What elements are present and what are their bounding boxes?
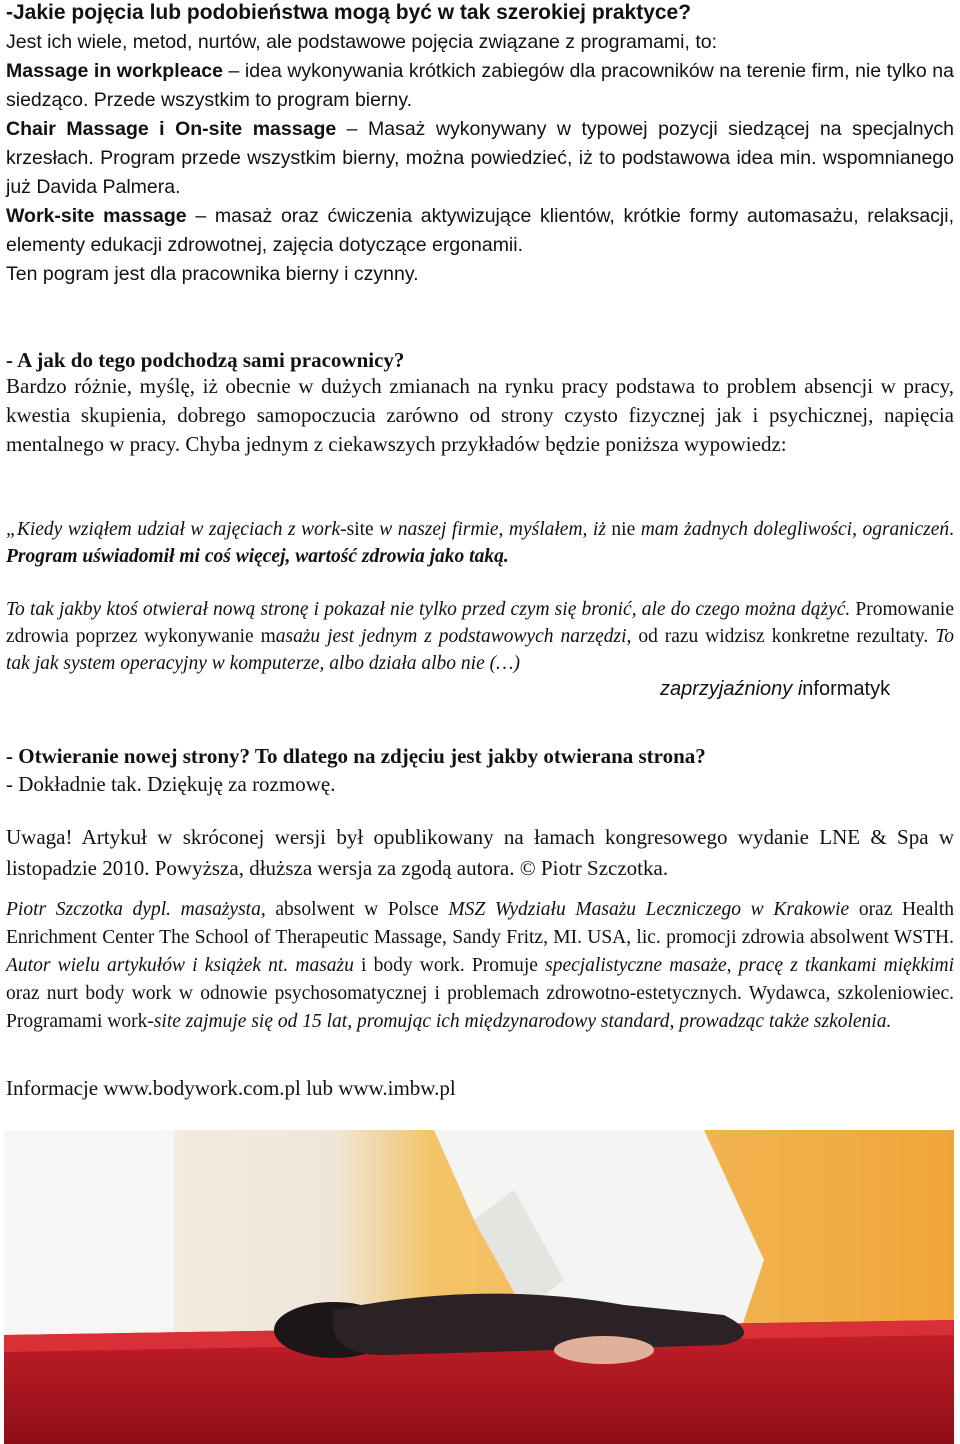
question-2: - A jak do tego podchodzą sami pracownicy? bbox=[6, 348, 405, 372]
definition-chair: Chair Massage i On-site massage – Masaż wykonywany w typowej pozycji siedzącej na specjalnych krzesłach. Program przede wszystkim bierny, można powiedzieć, iż to podstawowa idea min. wspomnianego już Davida Palmera. bbox=[6, 118, 954, 198]
definitions-paragraph bbox=[6, 28, 954, 289]
contact-info: Informacje www.bodywork.com.pl lub www.imbw.pl bbox=[6, 1076, 456, 1100]
term-worksite: Work-site massage bbox=[6, 205, 187, 227]
definition-worksite: Work-site massage – masaż oraz ćwiczenia aktywizujące klientów, krótkie formy automasażu, relaksacji, elementy edukacji zdrowotnej, zajęcia dotyczące ergonamii. bbox=[6, 205, 954, 256]
definition-workplace: Massage in workpleace – idea wykonywania krótkich zabiegów dla pracowników na terenie firm, nie tylko na siedząco. Przede wszystkim to program bierny. bbox=[6, 60, 954, 111]
answer-3: - Dokładnie tak. Dziękuję za rozmowę. bbox=[6, 772, 336, 796]
massage-photo-illustration bbox=[4, 1130, 954, 1444]
term-chair: Chair Massage i On-site massage bbox=[6, 118, 337, 140]
quote-signature: zaprzyjaźniony informatyk bbox=[660, 678, 891, 700]
editorial-note: Uwaga! Artykuł w skróconej wersji był opublikowany na łamach kongresowego wydanie LNE & Spa w listopadzie 2010. Powyższa, dłuższa wersja za zgodą autora. © Piotr Szczotka. bbox=[6, 825, 954, 880]
employee-quote-continued: To tak jakby ktoś otwierał nową stronę i pokazał nie tylko przed czym się bronić, ale do czego można dążyć. Promowanie zdrowia poprzez wykonywanie masażu jest jednym z podstawowych narzędzi, od razu widzisz konkretne rezultaty. To tak jak system operacyjny w komputerze, albo działa albo nie (…) bbox=[6, 599, 954, 674]
author-bio: Piotr Szczotka dypl. masażysta, absolwent w Polsce MSZ Wydziału Masażu Leczniczego w Krakowie oraz Health Enrichment Center The School of Therapeutic Massage, Sandy Fritz, MI. USA, lic. promocji zdrowia absolwent WSTH. Autor wielu artykułów i książek nt. masażu i body work. Promuje specjalistyczne masaże, pracę z tkankami miękkimi oraz nurt body work w odnowie psychosomatycznej i problemach zdrowotno-estetycznych. Wydawca, szkoleniowiec. Programami work-site zajmuje się od 15 lat, promując ich międzynarodowy standard, prowadząc także szkolenia. bbox=[6, 899, 955, 1032]
massage-photo bbox=[4, 1130, 954, 1444]
question-3: - Otwieranie nowej strony? To dlatego na zdjęciu jest jakby otwierana strona? bbox=[6, 744, 706, 768]
definitions-intro: Jest ich wiele, metod, nurtów, ale podstawowe pojęcia związane z programami, to: bbox=[6, 31, 718, 53]
employee-quote: „Kiedy wziąłem udział w zajęciach z work-site w naszej firmie, myślałem, iż nie mam żadnych dolegliwości, ograniczeń. Program uświadomił mi coś więcej, wartość zdrowia jako taką. bbox=[6, 519, 954, 567]
question-1: -Jakie pojęcia lub podobieństwa mogą być w tak szerokiej praktyce? bbox=[6, 1, 692, 24]
term-workplace: Massage in workpleace bbox=[6, 60, 224, 82]
definition-note: Ten pogram jest dla pracownika bierny i czynny. bbox=[6, 263, 419, 285]
answer-2: Bardzo różnie, myślę, iż obecnie w dużych zmianach na rynku pracy podstawa to problem absencji w pracy, kwestia skupienia, dobrego samopoczucia zarówno od strony czysto fizycznej jak i psychicznej, napięcia mentalnego w pracy. Chyba jednym z ciekawszych przykładów będzie poniższa wypowiedz: bbox=[6, 374, 954, 456]
